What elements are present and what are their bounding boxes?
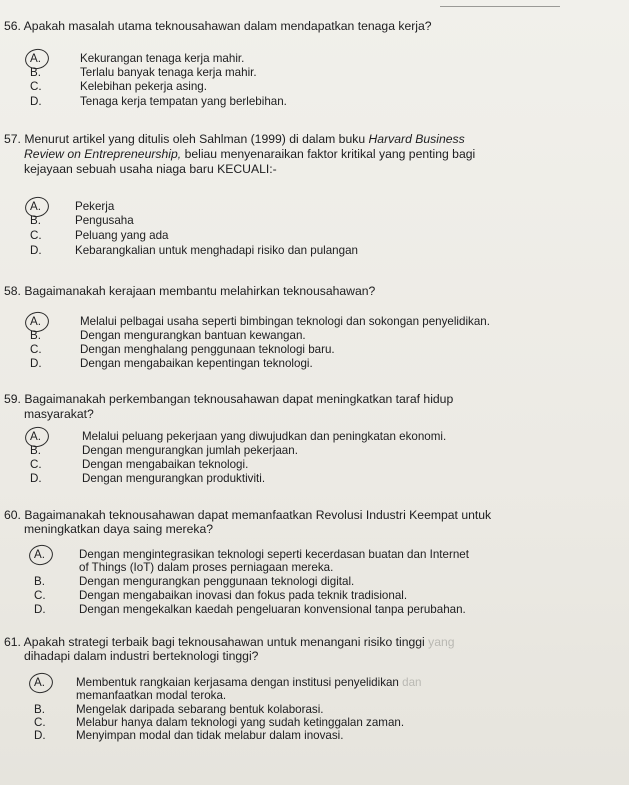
question-number: 58. [4,284,21,298]
option-text: Peluang yang ada [75,229,169,242]
option-text: Dengan mengurangkan jumlah pekerjaan. [82,444,298,457]
question-number: 57. [4,132,21,146]
option-letter: D. [30,95,42,108]
question-number: 61. [4,635,21,649]
option-text: Dengan mengurangkan bantuan kewangan. [80,329,306,342]
question-number: 60. [4,508,21,522]
option-text: Dengan mengurangkan produktiviti. [82,472,266,485]
question-number: 59. [4,392,21,406]
option-text: memanfaatkan modal teroka. [76,689,227,702]
option-text: Pengusaha [75,214,134,227]
option-letter: D. [34,729,46,742]
question-text-line: Review on Entrepreneurship, beliau menyenaraikan faktor kritikal yang penting bagi [24,147,476,161]
question-text: 56. Apakah masalah utama teknousahawan dalam mendapatkan tenaga kerja? [4,19,432,33]
option-text: Dengan menghalang penggunaan teknologi baru. [80,343,335,356]
option-letter: B. [30,329,41,342]
option-text: Terlalu banyak tenaga kerja mahir. [80,66,257,79]
option-text: Membentuk rangkaian kerjasama dengan institusi penyelidikan dan [76,676,422,689]
question-text-line: masyarakat? [24,407,94,421]
option-text: Melalui pelbagai usaha seperti bimbingan teknologi dan sokongan penyelidikan. [80,315,490,328]
option-text: Mengelak daripada sebarang bentuk kolaborasi. [76,703,324,716]
option-letter: A. [34,676,45,689]
option-letter: D. [34,603,46,616]
option-letter: B. [30,66,41,79]
option-letter: B. [30,444,41,457]
question-text: 60. Bagaimanakah teknousahawan dapat memanfaatkan Revolusi Industri Keempat untuk [4,508,492,522]
option-letter: D. [30,357,42,370]
option-text: Dengan mengabaikan inovasi dan fokus pada teknik tradisional. [79,589,408,602]
question-text-line: meningkatkan daya saing mereka? [24,522,214,536]
option-text: Kekurangan tenaga kerja mahir. [80,52,245,65]
option-text: Dengan mengintegrasikan teknologi seperti kecerdasan buatan dan Internet [79,548,469,561]
option-text: Melabur hanya dalam teknologi yang sudah ketinggalan zaman. [76,716,405,729]
option-letter: B. [34,703,45,716]
option-text: Kelebihan pekerja asing. [80,80,207,93]
question-text: 58. Bagaimanakah kerajaan membantu melahirkan teknousahawan? [4,284,376,298]
option-text: of Things (IoT) dalam proses perniagaan mereka. [79,561,334,574]
option-letter: D. [30,244,42,257]
option-letter: C. [30,80,42,93]
option-text: Melalui peluang pekerjaan yang diwujudkan dan peningkatan ekonomi. [82,430,447,443]
option-text: Dengan mengabaikan teknologi. [82,458,249,471]
option-text: Dengan mengekalkan kaedah pengeluaran konvensional tanpa perubahan. [79,603,466,616]
option-letter: A. [34,548,45,561]
option-text: Dengan mengurangkan penggunaan teknologi digital. [79,575,355,588]
option-letter: D. [30,472,42,485]
top-rule [440,6,560,7]
option-letter: A. [30,52,41,65]
option-letter: C. [30,458,42,471]
question-number: 56. [4,19,21,33]
option-letter: C. [30,229,42,242]
option-letter: B. [34,575,45,588]
question-text: 59. Bagaimanakah perkembangan teknousahawan dapat meningkatkan taraf hidup [4,392,454,406]
option-text: Menyimpan modal dan tidak melabur dalam inovasi. [76,729,344,742]
question-text-line: kejayaan sebuah usaha niaga baru KECUALI:- [24,162,277,176]
option-text: Dengan mengabaikan kepentingan teknologi. [80,357,313,370]
option-letter: A. [30,315,41,328]
option-text: Pekerja [75,200,115,213]
question-text: 61. Apakah strategi terbaik bagi teknousahawan untuk menangani risiko tinggi yang [4,635,455,649]
option-letter: C. [30,343,42,356]
question-text: 57. Menurut artikel yang ditulis oleh Sahlman (1999) di dalam buku Harvard Business [4,132,465,146]
option-text: Kebarangkalian untuk menghadapi risiko dan pulangan [75,244,358,257]
option-letter: C. [34,589,46,602]
option-letter: B. [30,214,41,227]
option-text: Tenaga kerja tempatan yang berlebihan. [80,95,287,108]
option-letter: A. [30,200,41,213]
option-letter: A. [30,430,41,443]
option-letter: C. [34,716,46,729]
question-text-line: dihadapi dalam industri berteknologi tinggi? [24,649,259,663]
